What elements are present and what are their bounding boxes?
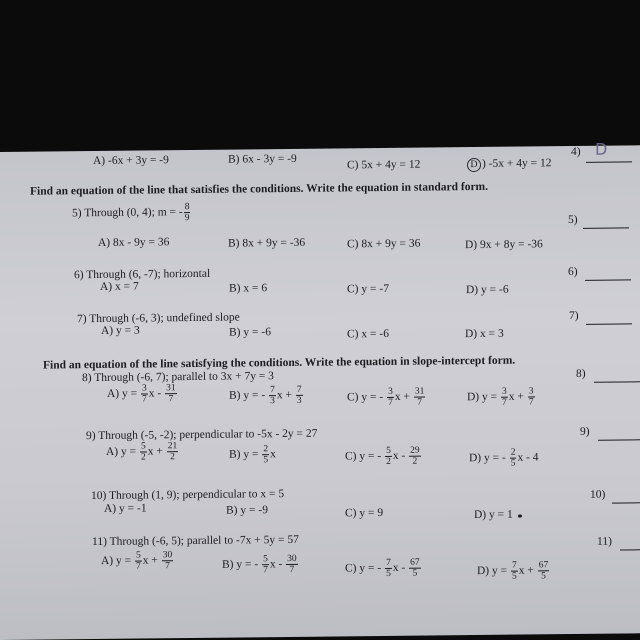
circled-answer-mark: D	[467, 158, 481, 172]
q10-option-c[interactable]: C) y = 9	[345, 506, 384, 520]
q5-option-d[interactable]: D) 9x + 8y = -36	[465, 238, 543, 252]
q8-answer-line[interactable]	[594, 381, 640, 382]
q8-option-b[interactable]: B) y = - $\frac{7}{3}$ x + $\frac{7}{3}$	[229, 384, 302, 407]
q9-answer-line[interactable]	[598, 439, 640, 440]
q11-option-a[interactable]: A) y = $\frac{5}{7}$ x + $\frac{30}{7}$	[101, 550, 173, 572]
q10-answer-line[interactable]	[612, 502, 640, 503]
q5-stem: 5) Through (0, 4); m = - $\frac{8}{9}$	[72, 202, 190, 224]
q9-option-c[interactable]: C) y = - $\frac{5}{2}$ x - $\frac{29}{2}$	[345, 445, 420, 467]
q7-stem: 7) Through (-6, 3); undefined slope	[77, 311, 240, 326]
q9-option-d[interactable]: D) y = - $\frac{2}{5}$ x - 4	[469, 447, 539, 469]
q10-option-d[interactable]: D) y = 1	[474, 508, 513, 522]
q5-answer-line[interactable]	[583, 227, 629, 228]
worksheet-page	[0, 139, 640, 640]
q4-option-a[interactable]: A) -6x + 3y = -9	[93, 154, 169, 168]
pencil-dot-mark	[518, 515, 522, 518]
q10-option-a[interactable]: A) y = -1	[104, 502, 147, 515]
q11-stem: 11) Through (-6, 5); parallel to -7x + 5y = 57	[92, 533, 299, 549]
q5-slope-fraction: $\frac{8}{9}$	[184, 202, 190, 224]
q7-option-c[interactable]: C) x = -6	[347, 327, 389, 341]
q8-stem: 8) Through (-6, 7); parallel to 3x + 7y = 3	[82, 370, 274, 385]
q7-option-a[interactable]: A) y = 3	[101, 324, 140, 337]
q5-option-a[interactable]: A) 8x - 9y = 36	[98, 236, 170, 249]
q11-option-c[interactable]: C) y = - $\frac{7}{5}$ x - $\frac{67}{5}$	[345, 557, 420, 579]
section-header-slope-intercept: Find an equation of the line satisfying the conditions. Write the equation in slope-intercept form.	[43, 354, 516, 372]
q4-handwritten-answer: D	[595, 139, 608, 159]
q11-answer-number: 11)	[597, 535, 612, 548]
q8-option-c[interactable]: C) y = - $\frac{3}{7}$ x + $\frac{31}{7}$	[347, 386, 425, 408]
q4-option-c[interactable]: C) 5x + 4y = 12	[347, 158, 421, 172]
section-header-standard-form: Find an equation of the line that satisfies the conditions. Write the equation in standard form.	[30, 180, 489, 198]
q4-answer-line[interactable]	[586, 161, 632, 162]
q11-option-b[interactable]: B) y = - $\frac{5}{7}$ x - $\frac{30}{7}$	[222, 553, 297, 576]
q4-option-b[interactable]: B) 6x - 3y = -9	[228, 152, 297, 166]
q6-option-a[interactable]: A) x = 7	[100, 280, 139, 293]
q5-option-c[interactable]: C) 8x + 9y = 36	[347, 237, 421, 251]
q6-answer-line[interactable]	[585, 279, 631, 280]
q10-stem: 10) Through (1, 9); perpendicular to x = 5	[91, 488, 285, 503]
q7-answer-number: 7)	[569, 309, 579, 323]
q7-answer-line[interactable]	[586, 323, 632, 324]
q6-stem: 6) Through (6, -7); horizontal	[74, 267, 211, 282]
q11-answer-line[interactable]	[620, 549, 640, 550]
q9-stem: 9) Through (-5, -2); perpendicular to -5x - 2y = 27	[86, 427, 318, 443]
q8-option-d[interactable]: D) y = $\frac{3}{7}$ x + $\frac{3}{7}$	[467, 386, 534, 408]
q8-option-a[interactable]: A) y = $\frac{3}{7}$ x - $\frac{31}{7}$	[107, 383, 176, 405]
q8-answer-number: 8)	[576, 367, 586, 380]
q9-answer-number: 9)	[580, 425, 590, 438]
q7-option-b[interactable]: B) y = -6	[229, 326, 271, 339]
q10-answer-number: 10)	[590, 488, 606, 501]
q4-answer-number: 4)	[571, 145, 581, 159]
q11-option-d[interactable]: D) y = $\frac{7}{5}$ x + $\frac{67}{5}$	[477, 560, 549, 582]
q10-option-b[interactable]: B) y = -9	[226, 504, 268, 517]
q6-option-b[interactable]: B) x = 6	[229, 282, 268, 295]
q6-option-d[interactable]: D) y = -6	[466, 283, 509, 297]
q6-option-c[interactable]: C) y = -7	[347, 282, 389, 296]
q6-answer-number: 6)	[568, 265, 578, 279]
q7-option-d[interactable]: D) x = 3	[465, 327, 504, 341]
q9-option-b[interactable]: B) y = $\frac{2}{5}$ x	[229, 444, 276, 466]
q4-option-d[interactable]: D ) -5x + 4y = 12	[467, 157, 552, 172]
q5-option-b[interactable]: B) 8x + 9y = -36	[228, 236, 306, 250]
q5-answer-number: 5)	[568, 213, 578, 227]
q9-option-a[interactable]: A) y = $\frac{5}{2}$ x + $\frac{21}{2}$	[106, 441, 178, 463]
